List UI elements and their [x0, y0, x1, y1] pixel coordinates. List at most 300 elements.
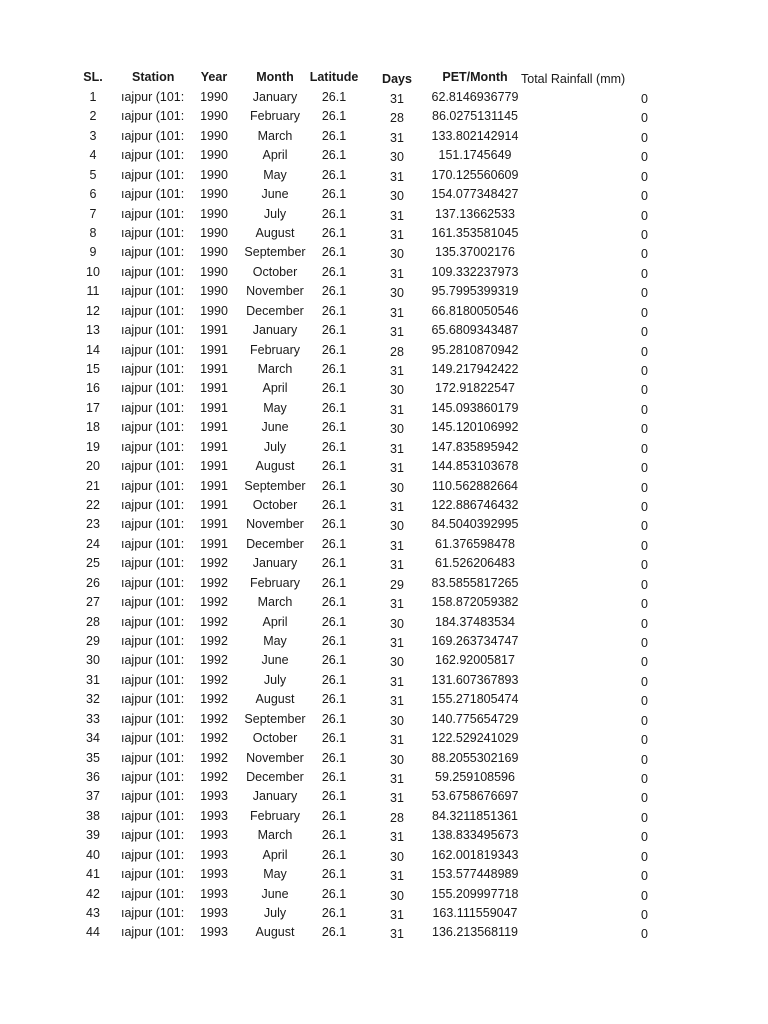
row-year-cell: 1990	[200, 168, 228, 182]
row-year-cell: 1990	[200, 304, 228, 318]
row-sl-cell: 35	[86, 751, 100, 765]
row-year-cell: 1991	[200, 537, 228, 551]
row-latitude-cell: 26.1	[321, 381, 347, 395]
row-latitude-cell: 26.1	[321, 692, 347, 706]
row-month-cell: August	[255, 692, 295, 706]
row-year-cell: 1993	[200, 809, 228, 823]
row-month-cell: May	[263, 634, 287, 648]
row-latitude-cell: 26.1	[321, 498, 347, 512]
row-year-cell: 1990	[200, 187, 228, 201]
row-latitude-cell: 26.1	[321, 848, 347, 862]
row-days-cell: 30	[390, 481, 404, 495]
row-latitude-cell: 26.1	[321, 459, 347, 473]
row-days-cell: 30	[390, 753, 404, 767]
row-pet-cell: 131.607367893	[431, 673, 519, 687]
row-pet-cell: 136.213568119	[432, 925, 518, 939]
row-sl-cell: 40	[86, 848, 100, 862]
row-station-cell: ıajpur (101:	[121, 925, 185, 939]
row-sl-cell: 20	[86, 459, 100, 473]
row-rainfall-cell: 0	[641, 92, 648, 106]
row-year-cell: 1992	[200, 556, 228, 570]
header-sl: SL.	[83, 70, 103, 84]
row-sl-cell: 24	[86, 537, 100, 551]
row-station-cell: ıajpur (101:	[121, 226, 185, 240]
row-station-cell: ıajpur (101:	[121, 168, 185, 182]
row-station-cell: ıajpur (101:	[121, 381, 185, 395]
row-rainfall-cell: 0	[641, 791, 648, 805]
row-days-cell: 31	[390, 325, 404, 339]
row-sl-cell: 10	[86, 265, 100, 279]
row-latitude-cell: 26.1	[321, 226, 347, 240]
row-rainfall-cell: 0	[641, 830, 648, 844]
row-year-cell: 1992	[200, 653, 228, 667]
row-year-cell: 1990	[200, 284, 228, 298]
row-days-cell: 31	[390, 733, 404, 747]
row-station-cell: ıajpur (101:	[121, 848, 185, 862]
row-sl-cell: 44	[86, 925, 100, 939]
row-days-cell: 28	[390, 111, 404, 125]
row-rainfall-cell: 0	[641, 228, 648, 242]
row-latitude-cell: 26.1	[321, 887, 347, 901]
row-sl-cell: 37	[86, 789, 100, 803]
row-pet-cell: 163.111559047	[432, 906, 518, 920]
row-month-cell: July	[263, 207, 287, 221]
row-rainfall-cell: 0	[641, 558, 648, 572]
row-year-cell: 1991	[200, 401, 228, 415]
row-year-cell: 1992	[200, 770, 228, 784]
row-station-cell: ıajpur (101:	[121, 537, 185, 551]
row-rainfall-cell: 0	[641, 597, 648, 611]
row-station-cell: ıajpur (101:	[121, 692, 185, 706]
row-station-cell: ıajpur (101:	[121, 245, 185, 259]
row-month-cell: April	[262, 615, 288, 629]
row-days-cell: 30	[390, 655, 404, 669]
row-latitude-cell: 26.1	[321, 615, 347, 629]
row-pet-cell: 158.872059382	[431, 595, 519, 609]
row-days-cell: 31	[390, 131, 404, 145]
row-month-cell: March	[257, 595, 293, 609]
row-station-cell: ıajpur (101:	[121, 440, 185, 454]
row-days-cell: 31	[390, 927, 404, 941]
row-station-cell: ıajpur (101:	[121, 653, 185, 667]
row-pet-cell: 88.2055302169	[431, 751, 519, 765]
row-station-cell: ıajpur (101:	[121, 362, 185, 376]
row-rainfall-cell: 0	[641, 927, 648, 941]
row-month-cell: June	[261, 187, 289, 201]
row-station-cell: ıajpur (101:	[121, 479, 185, 493]
row-month-cell: April	[262, 381, 288, 395]
row-station-cell: ıajpur (101:	[121, 148, 185, 162]
row-year-cell: 1993	[200, 867, 228, 881]
row-sl-cell: 5	[89, 168, 97, 182]
row-station-cell: ıajpur (101:	[121, 129, 185, 143]
row-station-cell: ıajpur (101:	[121, 867, 185, 881]
row-pet-cell: 84.3211851361	[432, 809, 518, 823]
row-year-cell: 1993	[200, 828, 228, 842]
row-pet-cell: 145.120106992	[431, 420, 519, 434]
row-rainfall-cell: 0	[641, 170, 648, 184]
row-pet-cell: 137.13662533	[435, 207, 515, 221]
row-latitude-cell: 26.1	[321, 809, 347, 823]
row-pet-cell: 147.835895942	[431, 440, 519, 454]
row-sl-cell: 19	[86, 440, 100, 454]
row-month-cell: November	[246, 284, 304, 298]
row-rainfall-cell: 0	[641, 869, 648, 883]
row-days-cell: 31	[390, 209, 404, 223]
row-station-cell: ıajpur (101:	[121, 595, 185, 609]
row-year-cell: 1991	[200, 517, 228, 531]
row-year-cell: 1990	[200, 90, 228, 104]
row-station-cell: ıajpur (101:	[121, 906, 185, 920]
row-rainfall-cell: 0	[641, 131, 648, 145]
row-rainfall-cell: 0	[641, 694, 648, 708]
row-month-cell: March	[257, 828, 293, 842]
row-latitude-cell: 26.1	[321, 187, 347, 201]
row-station-cell: ıajpur (101:	[121, 615, 185, 629]
row-month-cell: June	[261, 420, 289, 434]
row-latitude-cell: 26.1	[321, 323, 347, 337]
row-pet-cell: 133.802142914	[431, 129, 519, 143]
row-latitude-cell: 26.1	[321, 168, 347, 182]
row-rainfall-cell: 0	[641, 850, 648, 864]
header-days: Days	[382, 72, 412, 86]
row-sl-cell: 26	[86, 576, 100, 590]
row-days-cell: 31	[390, 228, 404, 242]
row-year-cell: 1992	[200, 576, 228, 590]
row-year-cell: 1990	[200, 109, 228, 123]
row-rainfall-cell: 0	[641, 908, 648, 922]
row-station-cell: ıajpur (101:	[121, 789, 185, 803]
row-latitude-cell: 26.1	[321, 751, 347, 765]
row-days-cell: 31	[390, 675, 404, 689]
row-days-cell: 31	[390, 694, 404, 708]
row-days-cell: 31	[390, 306, 404, 320]
row-sl-cell: 30	[86, 653, 100, 667]
row-latitude-cell: 26.1	[321, 595, 347, 609]
row-month-cell: August	[255, 925, 295, 939]
row-month-cell: January	[252, 789, 298, 803]
row-rainfall-cell: 0	[641, 578, 648, 592]
row-latitude-cell: 26.1	[321, 731, 347, 745]
row-rainfall-cell: 0	[641, 461, 648, 475]
header-latitude: Latitude	[309, 70, 359, 84]
row-station-cell: ıajpur (101:	[121, 809, 185, 823]
row-latitude-cell: 26.1	[321, 906, 347, 920]
row-year-cell: 1993	[200, 848, 228, 862]
row-days-cell: 31	[390, 92, 404, 106]
row-sl-cell: 38	[86, 809, 100, 823]
row-month-cell: April	[262, 148, 288, 162]
row-year-cell: 1992	[200, 731, 228, 745]
row-pet-cell: 53.6758676697	[431, 789, 519, 803]
row-rainfall-cell: 0	[641, 675, 648, 689]
row-days-cell: 30	[390, 150, 404, 164]
row-sl-cell: 25	[86, 556, 100, 570]
row-year-cell: 1991	[200, 323, 228, 337]
row-pet-cell: 140.775654729	[431, 712, 519, 726]
row-rainfall-cell: 0	[641, 636, 648, 650]
row-latitude-cell: 26.1	[321, 440, 347, 454]
row-days-cell: 30	[390, 889, 404, 903]
row-month-cell: November	[246, 517, 304, 531]
row-station-cell: ıajpur (101:	[121, 109, 185, 123]
row-sl-cell: 13	[86, 323, 100, 337]
row-year-cell: 1991	[200, 420, 228, 434]
row-rainfall-cell: 0	[641, 383, 648, 397]
row-month-cell: June	[261, 653, 289, 667]
row-days-cell: 31	[390, 170, 404, 184]
row-sl-cell: 12	[86, 304, 100, 318]
row-rainfall-cell: 0	[641, 753, 648, 767]
row-month-cell: January	[252, 323, 298, 337]
row-pet-cell: 122.886746432	[431, 498, 519, 512]
row-year-cell: 1993	[200, 906, 228, 920]
row-year-cell: 1992	[200, 595, 228, 609]
row-station-cell: ıajpur (101:	[121, 187, 185, 201]
row-days-cell: 31	[390, 500, 404, 514]
row-year-cell: 1992	[200, 634, 228, 648]
row-month-cell: February	[249, 576, 301, 590]
row-sl-cell: 3	[89, 129, 97, 143]
row-year-cell: 1991	[200, 479, 228, 493]
row-rainfall-cell: 0	[641, 111, 648, 125]
row-sl-cell: 6	[89, 187, 97, 201]
row-sl-cell: 18	[86, 420, 100, 434]
row-days-cell: 31	[390, 461, 404, 475]
row-pet-cell: 95.7995399319	[431, 284, 519, 298]
row-days-cell: 30	[390, 714, 404, 728]
row-pet-cell: 61.526206483	[435, 556, 515, 570]
row-month-cell: December	[246, 537, 304, 551]
row-latitude-cell: 26.1	[321, 828, 347, 842]
row-pet-cell: 83.5855817265	[431, 576, 519, 590]
header-station: Station	[132, 70, 175, 84]
row-rainfall-cell: 0	[641, 364, 648, 378]
row-month-cell: May	[263, 401, 287, 415]
row-days-cell: 30	[390, 286, 404, 300]
row-station-cell: ıajpur (101:	[121, 828, 185, 842]
row-days-cell: 30	[390, 383, 404, 397]
row-latitude-cell: 26.1	[321, 148, 347, 162]
row-sl-cell: 27	[86, 595, 100, 609]
row-latitude-cell: 26.1	[321, 925, 347, 939]
row-pet-cell: 62.8146936779	[431, 90, 519, 104]
row-month-cell: September	[244, 712, 306, 726]
row-station-cell: ıajpur (101:	[121, 634, 185, 648]
row-latitude-cell: 26.1	[321, 653, 347, 667]
row-sl-cell: 16	[86, 381, 100, 395]
row-days-cell: 31	[390, 597, 404, 611]
row-month-cell: May	[263, 168, 287, 182]
row-station-cell: ıajpur (101:	[121, 459, 185, 473]
row-year-cell: 1990	[200, 226, 228, 240]
row-latitude-cell: 26.1	[321, 770, 347, 784]
row-days-cell: 30	[390, 247, 404, 261]
row-year-cell: 1990	[200, 265, 228, 279]
row-sl-cell: 41	[86, 867, 100, 881]
row-month-cell: February	[249, 343, 301, 357]
row-station-cell: ıajpur (101:	[121, 420, 185, 434]
row-pet-cell: 135.37002176	[435, 245, 515, 259]
row-station-cell: ıajpur (101:	[121, 401, 185, 415]
row-year-cell: 1993	[200, 789, 228, 803]
row-days-cell: 31	[390, 364, 404, 378]
row-rainfall-cell: 0	[641, 519, 648, 533]
row-days-cell: 30	[390, 617, 404, 631]
row-days-cell: 31	[390, 267, 404, 281]
row-month-cell: August	[255, 226, 295, 240]
row-sl-cell: 43	[86, 906, 100, 920]
row-pet-cell: 84.5040392995	[431, 517, 519, 531]
row-year-cell: 1992	[200, 673, 228, 687]
row-station-cell: ıajpur (101:	[121, 343, 185, 357]
row-days-cell: 31	[390, 908, 404, 922]
row-rainfall-cell: 0	[641, 189, 648, 203]
row-year-cell: 1991	[200, 440, 228, 454]
row-month-cell: August	[255, 459, 295, 473]
row-pet-cell: 65.6809343487	[431, 323, 519, 337]
row-year-cell: 1992	[200, 615, 228, 629]
row-station-cell: ıajpur (101:	[121, 323, 185, 337]
row-latitude-cell: 26.1	[321, 479, 347, 493]
row-station-cell: ıajpur (101:	[121, 712, 185, 726]
header-year: Year	[200, 70, 228, 84]
row-station-cell: ıajpur (101:	[121, 751, 185, 765]
row-pet-cell: 172.91822547	[435, 381, 515, 395]
row-year-cell: 1992	[200, 692, 228, 706]
row-station-cell: ıajpur (101:	[121, 517, 185, 531]
row-year-cell: 1990	[200, 207, 228, 221]
row-latitude-cell: 26.1	[321, 284, 347, 298]
row-latitude-cell: 26.1	[321, 789, 347, 803]
row-station-cell: ıajpur (101:	[121, 90, 185, 104]
row-sl-cell: 23	[86, 517, 100, 531]
row-pet-cell: 59.259108596	[435, 770, 515, 784]
row-year-cell: 1991	[200, 498, 228, 512]
row-month-cell: July	[263, 440, 287, 454]
row-year-cell: 1992	[200, 751, 228, 765]
row-sl-cell: 34	[86, 731, 100, 745]
header-month: Month	[256, 70, 294, 84]
row-rainfall-cell: 0	[641, 811, 648, 825]
row-station-cell: ıajpur (101:	[121, 265, 185, 279]
row-days-cell: 31	[390, 403, 404, 417]
row-station-cell: ıajpur (101:	[121, 284, 185, 298]
row-sl-cell: 8	[89, 226, 97, 240]
row-rainfall-cell: 0	[641, 772, 648, 786]
row-month-cell: November	[246, 751, 304, 765]
row-pet-cell: 145.093860179	[431, 401, 519, 415]
row-pet-cell: 170.125560609	[431, 168, 519, 182]
row-year-cell: 1991	[200, 381, 228, 395]
row-latitude-cell: 26.1	[321, 517, 347, 531]
row-pet-cell: 122.529241029	[431, 731, 519, 745]
row-sl-cell: 31	[86, 673, 100, 687]
row-latitude-cell: 26.1	[321, 867, 347, 881]
row-year-cell: 1990	[200, 245, 228, 259]
row-sl-cell: 28	[86, 615, 100, 629]
row-station-cell: ıajpur (101:	[121, 556, 185, 570]
row-sl-cell: 7	[89, 207, 97, 221]
row-rainfall-cell: 0	[641, 714, 648, 728]
row-year-cell: 1990	[200, 129, 228, 143]
row-month-cell: June	[261, 887, 289, 901]
row-month-cell: January	[252, 90, 298, 104]
row-station-cell: ıajpur (101:	[121, 207, 185, 221]
row-rainfall-cell: 0	[641, 889, 648, 903]
row-month-cell: July	[263, 906, 287, 920]
row-sl-cell: 2	[89, 109, 97, 123]
row-sl-cell: 42	[86, 887, 100, 901]
row-rainfall-cell: 0	[641, 150, 648, 164]
row-sl-cell: 11	[86, 284, 100, 298]
row-station-cell: ıajpur (101:	[121, 576, 185, 590]
row-rainfall-cell: 0	[641, 403, 648, 417]
row-month-cell: September	[244, 479, 306, 493]
row-rainfall-cell: 0	[641, 209, 648, 223]
row-sl-cell: 32	[86, 692, 100, 706]
row-latitude-cell: 26.1	[321, 343, 347, 357]
row-sl-cell: 36	[86, 770, 100, 784]
row-latitude-cell: 26.1	[321, 129, 347, 143]
row-sl-cell: 17	[86, 401, 100, 415]
row-month-cell: May	[263, 867, 287, 881]
row-rainfall-cell: 0	[641, 500, 648, 514]
row-rainfall-cell: 0	[641, 345, 648, 359]
row-sl-cell: 33	[86, 712, 100, 726]
row-sl-cell: 39	[86, 828, 100, 842]
row-sl-cell: 1	[89, 90, 97, 104]
header-rainfall: Total Rainfall (mm)	[521, 72, 626, 86]
row-pet-cell: 169.263734747	[431, 634, 519, 648]
row-pet-cell: 66.8180050546	[431, 304, 519, 318]
row-pet-cell: 155.271805474	[431, 692, 519, 706]
row-latitude-cell: 26.1	[321, 556, 347, 570]
row-month-cell: October	[252, 265, 298, 279]
row-rainfall-cell: 0	[641, 481, 648, 495]
row-pet-cell: 162.001819343	[431, 848, 519, 862]
row-month-cell: July	[263, 673, 287, 687]
row-pet-cell: 95.2810870942	[431, 343, 519, 357]
row-latitude-cell: 26.1	[321, 245, 347, 259]
row-days-cell: 30	[390, 422, 404, 436]
row-month-cell: February	[249, 109, 301, 123]
row-pet-cell: 155.209997718	[431, 887, 519, 901]
row-rainfall-cell: 0	[641, 286, 648, 300]
row-latitude-cell: 26.1	[321, 420, 347, 434]
row-month-cell: January	[252, 556, 298, 570]
row-month-cell: February	[249, 809, 301, 823]
row-latitude-cell: 26.1	[321, 634, 347, 648]
row-rainfall-cell: 0	[641, 617, 648, 631]
row-latitude-cell: 26.1	[321, 576, 347, 590]
row-year-cell: 1993	[200, 925, 228, 939]
row-pet-cell: 162.92005817	[435, 653, 515, 667]
row-days-cell: 31	[390, 830, 404, 844]
row-year-cell: 1991	[200, 343, 228, 357]
row-station-cell: ıajpur (101:	[121, 673, 185, 687]
row-sl-cell: 29	[86, 634, 100, 648]
row-days-cell: 31	[390, 636, 404, 650]
row-year-cell: 1991	[200, 459, 228, 473]
row-year-cell: 1993	[200, 887, 228, 901]
row-latitude-cell: 26.1	[321, 90, 347, 104]
row-latitude-cell: 26.1	[321, 362, 347, 376]
row-year-cell: 1991	[200, 362, 228, 376]
row-pet-cell: 151.1745649	[438, 148, 512, 162]
row-days-cell: 30	[390, 850, 404, 864]
row-pet-cell: 161.353581045	[431, 226, 519, 240]
